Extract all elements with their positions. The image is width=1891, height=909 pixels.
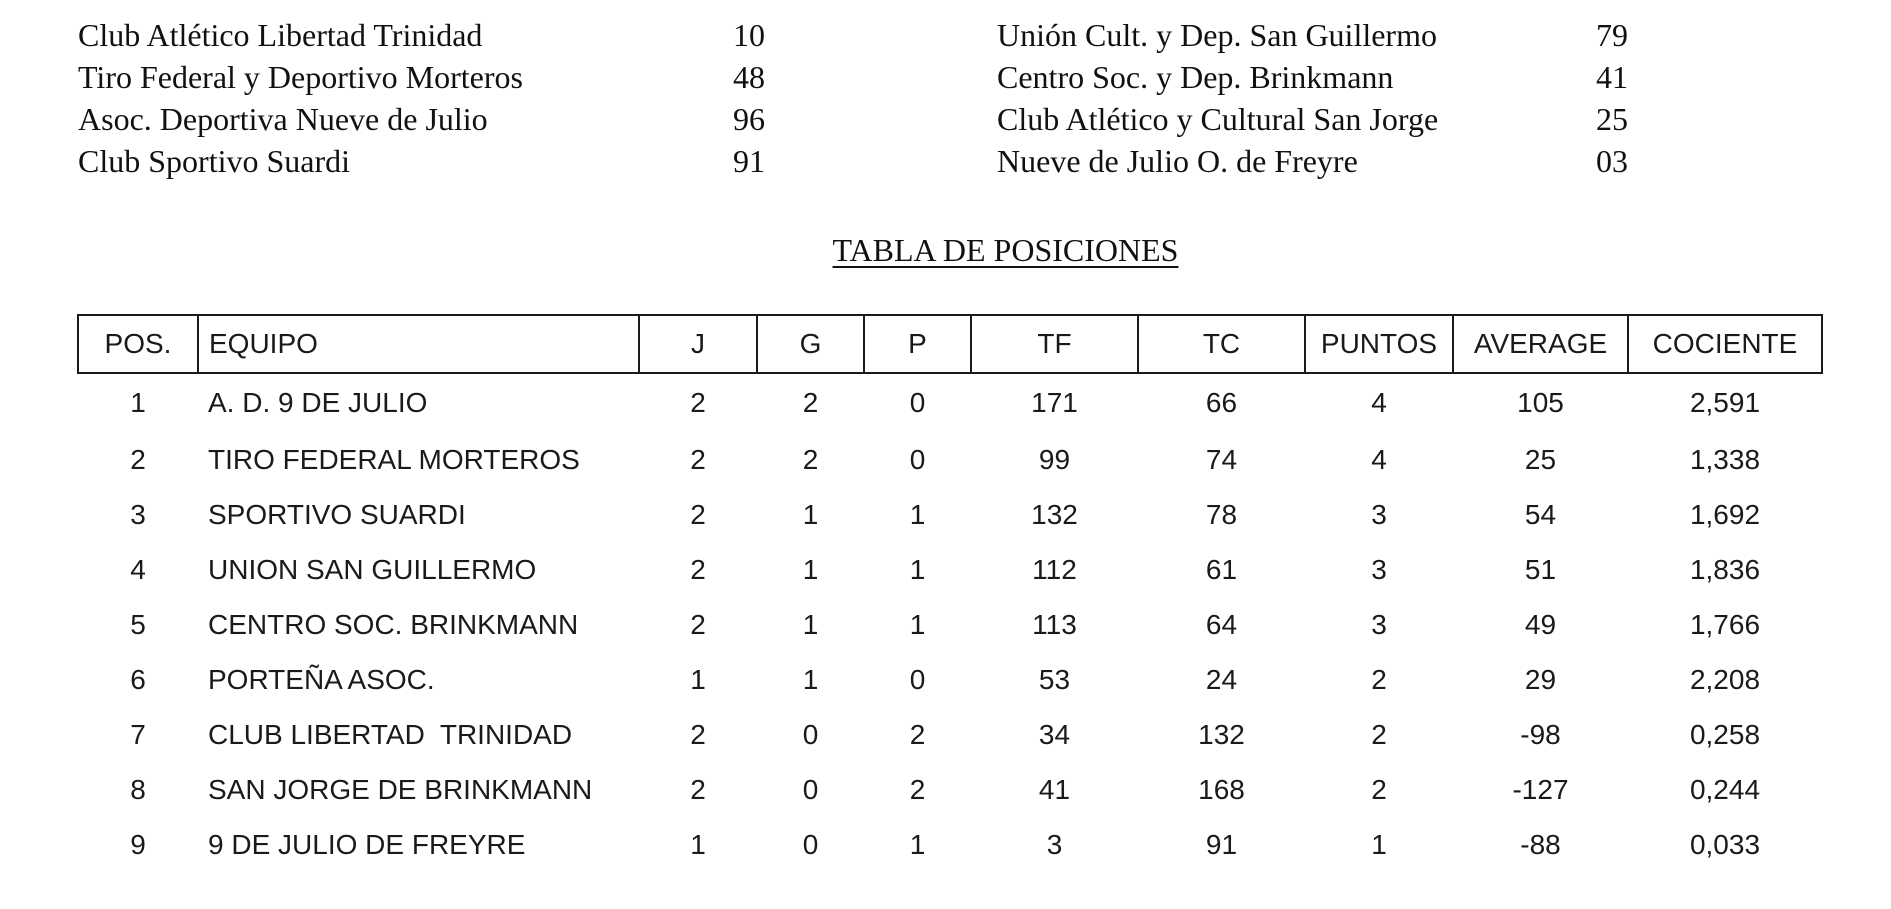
table-row xyxy=(78,762,1822,817)
cell-j: 2 xyxy=(690,387,706,418)
cell-p: 2 xyxy=(909,773,926,805)
result-home-score: 10 xyxy=(733,17,765,53)
cell-tf: 112 xyxy=(1032,553,1077,585)
cell-p: 1 xyxy=(909,828,926,860)
table-row xyxy=(78,487,1822,542)
cell-equipo: UNION SAN GUILLERMO xyxy=(208,553,537,585)
cell-puntos: 3 xyxy=(1371,498,1387,530)
cell-g: 1 xyxy=(802,608,819,640)
cell-j: 2 xyxy=(690,773,706,805)
cell-pos: 5 xyxy=(130,608,146,640)
result-away-team: Centro Soc. y Dep. Brinkmann xyxy=(997,59,1394,95)
cell-j: 2 xyxy=(690,553,706,585)
cell-j: 2 xyxy=(690,498,706,530)
result-home-team: Tiro Federal y Deportivo Morteros xyxy=(78,59,523,95)
header-tc: TC xyxy=(1138,315,1305,373)
cell-pos: 6 xyxy=(130,663,146,695)
header-puntos: PUNTOS xyxy=(1305,315,1453,373)
table-header-row xyxy=(78,315,1822,373)
standings-body xyxy=(78,373,1822,872)
header-average: AVERAGE xyxy=(1453,315,1628,373)
cell-average: -127 xyxy=(1512,773,1569,805)
cell-average: 54 xyxy=(1524,498,1557,530)
result-row xyxy=(0,56,1891,98)
cell-g: 1 xyxy=(802,498,819,530)
cell-equipo: CENTRO SOC. BRINKMANN xyxy=(208,608,579,640)
result-home-team: Club Sportivo Suardi xyxy=(78,143,351,179)
cell-cociente: 0,244 xyxy=(1689,773,1761,805)
result-row xyxy=(0,14,1891,56)
cell-pos: 1 xyxy=(130,387,146,418)
cell-g: 2 xyxy=(802,387,819,418)
cell-cociente: 2,208 xyxy=(1689,663,1761,695)
cell-cociente: 1,692 xyxy=(1689,498,1761,530)
result-away-score: 79 xyxy=(1596,17,1628,53)
cell-average: 49 xyxy=(1524,608,1557,640)
table-row xyxy=(78,707,1822,762)
cell-puntos: 2 xyxy=(1371,663,1387,695)
match-results xyxy=(0,14,1891,182)
cell-g: 0 xyxy=(802,828,819,860)
cell-g: 0 xyxy=(802,773,819,805)
cell-tf: 132 xyxy=(1031,498,1078,530)
result-away-score: 25 xyxy=(1596,101,1628,137)
cell-tc: 66 xyxy=(1205,387,1238,418)
result-away-score: 41 xyxy=(1596,59,1628,95)
header-j: J xyxy=(639,315,757,373)
cell-tc: 91 xyxy=(1205,828,1238,860)
cell-p: 0 xyxy=(909,387,926,418)
cell-cociente: 0,258 xyxy=(1689,718,1761,750)
standings-heading-wrap xyxy=(0,230,1891,270)
cell-tc: 78 xyxy=(1205,498,1238,530)
cell-tc: 168 xyxy=(1198,773,1245,805)
cell-j: 2 xyxy=(690,718,706,750)
cell-p: 0 xyxy=(909,663,926,695)
cell-g: 0 xyxy=(802,718,819,750)
cell-g: 1 xyxy=(802,553,819,585)
cell-pos: 9 xyxy=(130,828,146,860)
cell-cociente: 1,766 xyxy=(1689,608,1761,640)
cell-tf: 3 xyxy=(1046,828,1063,860)
cell-tf: 113 xyxy=(1032,608,1077,640)
header-g: G xyxy=(757,315,864,373)
cell-j: 2 xyxy=(690,443,706,475)
cell-p: 2 xyxy=(909,718,926,750)
cell-pos: 7 xyxy=(130,718,146,750)
cell-p: 1 xyxy=(909,553,926,585)
cell-g: 2 xyxy=(802,443,819,475)
cell-p: 1 xyxy=(909,498,926,530)
header-cociente: COCIENTE xyxy=(1628,315,1822,373)
cell-tc: 64 xyxy=(1205,608,1238,640)
cell-tf: 41 xyxy=(1038,773,1071,805)
result-row xyxy=(0,98,1891,140)
result-home-score: 91 xyxy=(733,143,765,179)
cell-tf: 53 xyxy=(1038,663,1071,695)
cell-equipo: PORTEÑA ASOC. xyxy=(208,663,435,695)
cell-average: 25 xyxy=(1524,443,1557,475)
cell-equipo: SPORTIVO SUARDI xyxy=(208,498,466,530)
cell-puntos: 1 xyxy=(1371,828,1387,860)
cell-equipo: TIRO FEDERAL MORTEROS xyxy=(208,443,580,475)
result-row xyxy=(0,140,1891,182)
cell-pos: 4 xyxy=(130,553,146,585)
cell-p: 1 xyxy=(909,608,926,640)
cell-average: -88 xyxy=(1520,828,1561,860)
cell-j: 2 xyxy=(690,608,706,640)
cell-puntos: 3 xyxy=(1371,553,1387,585)
cell-cociente: 2,591 xyxy=(1689,387,1761,418)
standings-heading: TABLA DE POSICIONES xyxy=(832,232,1179,268)
header-tf: TF xyxy=(971,315,1138,373)
cell-tc: 61 xyxy=(1205,553,1238,585)
result-home-team: Club Atlético Libertad Trinidad xyxy=(78,17,483,53)
cell-average: -98 xyxy=(1520,718,1561,750)
cell-tc: 24 xyxy=(1205,663,1238,695)
table-row xyxy=(78,652,1822,707)
cell-cociente: 1,836 xyxy=(1689,553,1761,585)
cell-pos: 2 xyxy=(130,443,146,475)
result-away-team: Nueve de Julio O. de Freyre xyxy=(997,143,1358,179)
header-p: P xyxy=(864,315,971,373)
cell-tf: 99 xyxy=(1038,443,1071,475)
cell-equipo: A. D. 9 DE JULIO xyxy=(208,387,428,418)
cell-p: 0 xyxy=(909,443,926,475)
cell-puntos: 3 xyxy=(1371,608,1387,640)
table-row xyxy=(78,817,1822,872)
cell-cociente: 0,033 xyxy=(1689,828,1761,860)
header-pos: POS. xyxy=(78,315,198,373)
cell-equipo: 9 DE JULIO DE FREYRE xyxy=(208,828,526,860)
table-row xyxy=(78,597,1822,652)
cell-pos: 3 xyxy=(130,498,146,530)
cell-cociente: 1,338 xyxy=(1689,443,1761,475)
result-home-score: 48 xyxy=(733,59,765,95)
cell-puntos: 4 xyxy=(1371,443,1387,475)
cell-average: 105 xyxy=(1517,387,1564,418)
cell-average: 51 xyxy=(1524,553,1557,585)
cell-tf: 34 xyxy=(1038,718,1071,750)
result-away-team: Club Atlético y Cultural San Jorge xyxy=(997,101,1439,137)
header-equipo: EQUIPO xyxy=(198,315,639,373)
table-row xyxy=(78,432,1822,487)
result-home-score: 96 xyxy=(733,101,765,137)
cell-tc: 132 xyxy=(1198,718,1245,750)
cell-puntos: 4 xyxy=(1371,387,1387,418)
cell-average: 29 xyxy=(1524,663,1557,695)
cell-tc: 74 xyxy=(1205,443,1238,475)
cell-equipo: SAN JORGE DE BRINKMANN xyxy=(208,773,593,805)
cell-pos: 8 xyxy=(130,773,146,805)
cell-j: 1 xyxy=(690,663,706,695)
cell-equipo: CLUB LIBERTAD TRINIDAD xyxy=(208,718,573,750)
cell-puntos: 2 xyxy=(1371,773,1387,805)
standings-table xyxy=(77,314,1823,872)
table-row xyxy=(78,542,1822,597)
cell-g: 1 xyxy=(802,663,819,695)
cell-j: 1 xyxy=(690,828,706,860)
table-row xyxy=(78,373,1822,432)
result-away-team: Unión Cult. y Dep. San Guillermo xyxy=(997,17,1437,53)
cell-tf: 171 xyxy=(1031,387,1078,418)
result-away-score: 03 xyxy=(1596,143,1628,179)
result-home-team: Asoc. Deportiva Nueve de Julio xyxy=(78,101,488,137)
cell-puntos: 2 xyxy=(1371,718,1387,750)
